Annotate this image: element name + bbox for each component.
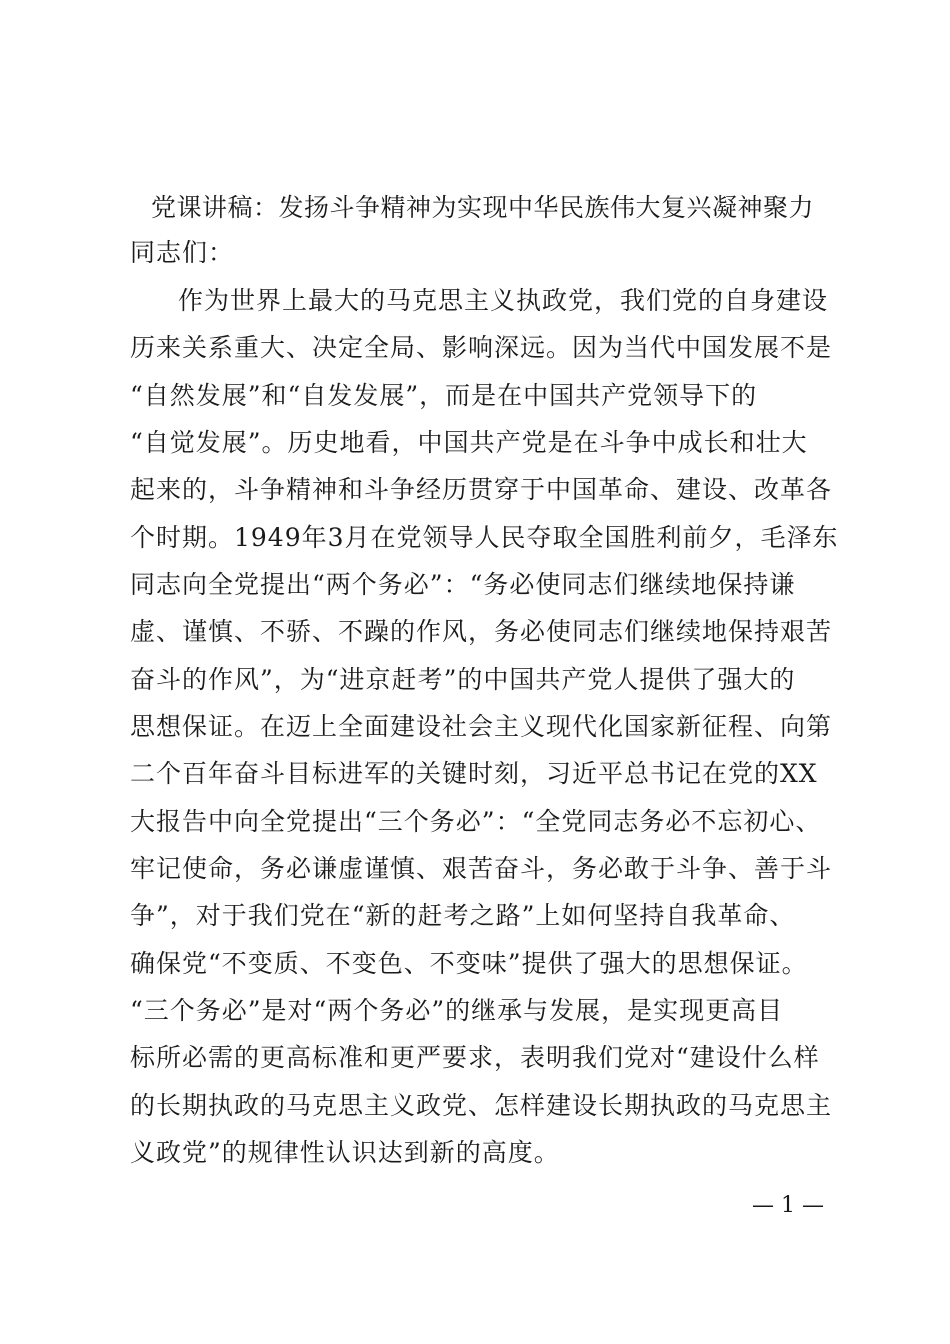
body-line: 标所必需的更高标准和更严要求，表明我们党对“建设什么样	[130, 1043, 820, 1072]
body-line: 历来关系重大、决定全局、影响深远。因为当代中国发展不是	[130, 333, 833, 362]
body-line: “三个务必”是对“两个务必”的继承与发展，是实现更高目	[130, 996, 784, 1025]
body-line: 牢记使命，务必谦虚谨慎、艰苦奋斗，务必敢于斗争、善于斗	[130, 854, 833, 883]
document-title: 党课讲稿：发扬斗争精神为实现中华民族伟大复兴凝神聚力	[151, 193, 815, 222]
body-line: 作为世界上最大的马克思主义执政党，我们党的自身建设	[178, 286, 829, 315]
body-line: 二个百年奋斗目标进军的关键时刻，习近平总书记在党的XX	[130, 759, 818, 788]
body-line: 虚、谨慎、不骄、不躁的作风，务必使同志们继续地保持艰苦	[130, 617, 833, 646]
salutation: 同志们：	[130, 238, 235, 267]
body-line: “自觉发展”。历史地看，中国共产党是在斗争中成长和壮大	[130, 428, 808, 457]
body-line: 个时期。1949年3月在党领导人民夺取全国胜利前夕，毛泽东	[130, 523, 839, 552]
body-line: 大报告中向全党提出“三个务必”：“全党同志务必不忘初心、	[130, 807, 822, 836]
body-line: 思想保证。在迈上全面建设社会主义现代化国家新征程、向第	[130, 712, 833, 741]
body-line: 起来的，斗争精神和斗争经历贯穿于中国革命、建设、改革各	[130, 475, 833, 504]
body-line: 同志向全党提出“两个务必”：“务必使同志们继续地保持谦	[130, 570, 796, 599]
body-line: 确保党“不变质、不变色、不变味”提供了强大的思想保证。	[130, 949, 808, 978]
body-line: 义政党”的规律性认识达到新的高度。	[130, 1138, 560, 1167]
body-line: 的长期执政的马克思主义政党、怎样建设长期执政的马克思主	[130, 1091, 833, 1120]
page-number: — 1 —	[752, 1193, 824, 1218]
body-line: 奋斗的作风”，为“进京赶考”的中国共产党人提供了强大的	[130, 665, 796, 694]
body-line: “自然发展”和“自发发展”，而是在中国共产党领导下的	[130, 381, 758, 410]
body-line: 争”，对于我们党在“新的赶考之路”上如何坚持自我革命、	[130, 901, 796, 930]
